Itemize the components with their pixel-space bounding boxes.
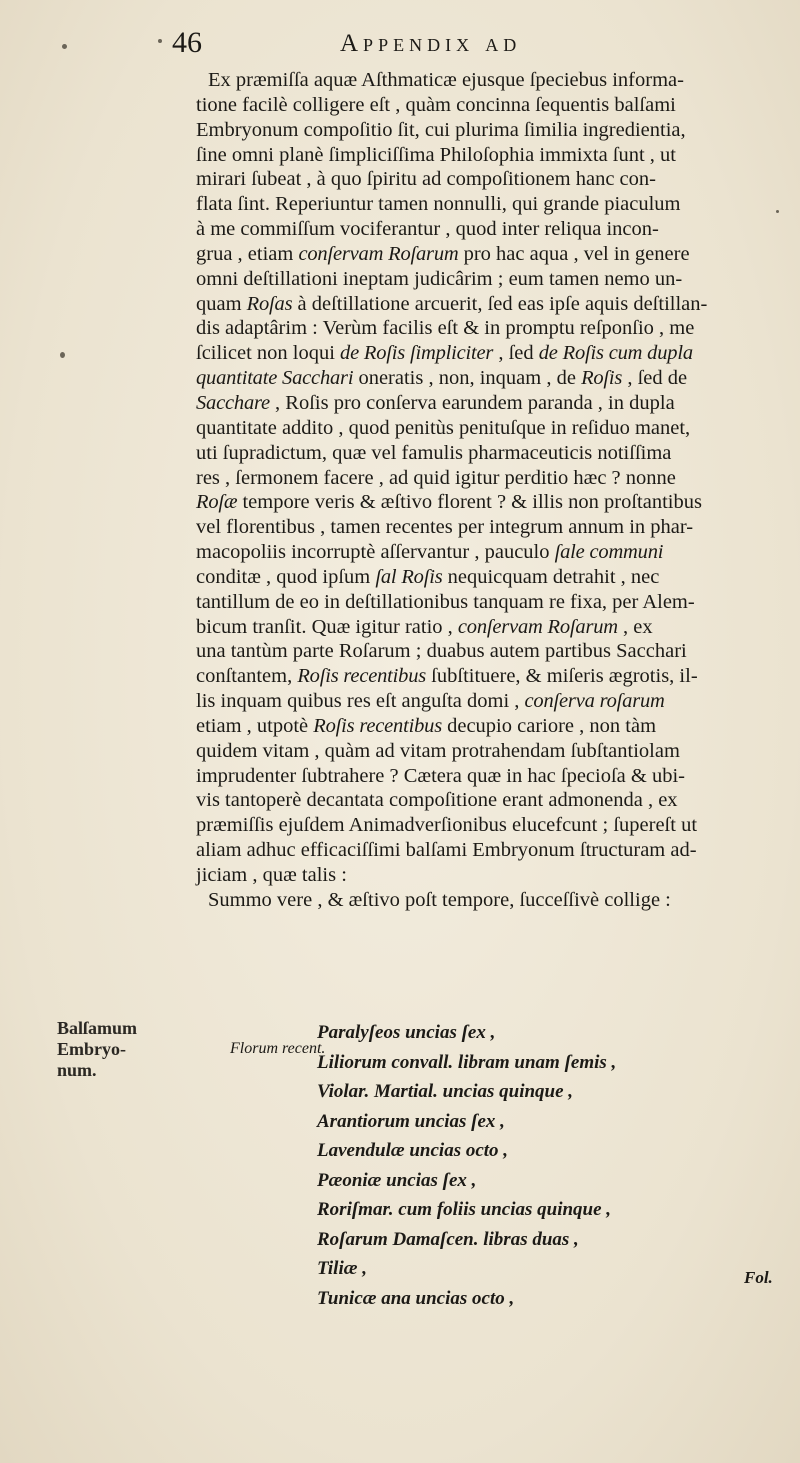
recipe-item: Pæoniæ uncias ſex ,: [317, 1169, 477, 1191]
margin-note-line: num.: [57, 1060, 97, 1080]
recipe-item: Violar. Martial. uncias quinque ,: [317, 1081, 574, 1102]
catchword: Fol.: [744, 1268, 773, 1287]
margin-note: [57, 1018, 157, 1081]
text-line: bicum tranſit. Quæ igitur ratio , conſervam Roſarum , ex: [196, 615, 653, 638]
text-line: præmiſſis ejuſdem Animadverſionibus elucefcunt ; ſupereſt ut: [196, 814, 698, 837]
text-line: res , ſermonem facere , ad quid igitur perditio hæc ? nonne: [196, 466, 676, 489]
text-line: mirari ſubeat , à quo ſpiritu ad compoſitionem hanc con-: [196, 168, 656, 191]
recipe-item: Liliorum convall. libram unam ſemis ,: [317, 1051, 617, 1073]
recipe-item: Tiliæ ,: [317, 1258, 367, 1279]
text-line: imprudenter ſubtrahere ? Cætera quæ in hac ſpecioſa & ubi-: [196, 764, 685, 787]
recipe-item: Tunicæ ana uncias octo ,: [317, 1287, 515, 1309]
margin-note-line: Embryo-: [57, 1039, 126, 1059]
recipe-intro: Florum recent.: [230, 1040, 326, 1057]
ink-speck: [60, 352, 65, 358]
text-line: una tantùm parte Roſarum ; duabus autem partibus Sacchari: [196, 640, 687, 663]
recipe-list: [317, 1018, 616, 1313]
text-line: grua , etiam conſervam Roſarum pro hac aqua , vel in genere: [196, 242, 690, 265]
text-line: lis inquam quibus res eſt anguſta domi , conſerva roſarum: [196, 690, 665, 713]
margin-note-line: Balſamum: [57, 1018, 138, 1038]
recipe-item: Lavendulæ uncias octo ,: [317, 1140, 509, 1161]
text-line: etiam , utpotè Roſis recentibus decupio cariore , non tàm: [196, 714, 657, 737]
ink-speck: [158, 39, 162, 43]
text-line: conſtantem, Roſis recentibus ſubſtituere, & miſeris ægrotis, il-: [196, 665, 698, 688]
text-line: macopoliis incorruptè aſſervantur , pauculo ſale communi: [196, 541, 664, 564]
text-line: flata ſint. Reperiuntur tamen nonnulli, qui grande piaculum: [196, 193, 681, 216]
recipe-item: Paralyſeos uncias ſex ,: [317, 1022, 496, 1043]
recipe-item: Roſarum Damaſcen. libras duas ,: [317, 1228, 579, 1250]
page-header: [172, 26, 732, 66]
text-line: Embryonum compoſitio ſit, cui plurima ſimilia ingredientia,: [196, 118, 686, 141]
text-line: aliam adhuc efficaciſſimi balſami Embryonum ſtructuram ad-: [196, 839, 697, 862]
text-line: dis adaptârim : Verùm facilis eſt & in promptu reſponſio , me: [196, 317, 695, 340]
ink-speck: [62, 44, 67, 49]
text-line: à me commiſſum vociferantur , quod inter reliqua incon-: [196, 218, 659, 241]
text-line: quam Roſas à deſtillatione arcuerit, ſed eas ipſe aquis deſtillan-: [196, 292, 708, 315]
text-line: ſine omni planè ſimpliciſſima Philoſophia immixta ſunt , ut: [196, 143, 676, 166]
text-line: tione facilè colligere eſt , quàm concinna ſequentis balſami: [196, 93, 676, 116]
text-line: Ex præmiſſa aquæ Aſthmaticæ ejusque ſpeciebus informa-: [208, 69, 684, 91]
running-title: Appendix ad: [340, 30, 522, 57]
page-number: 46: [172, 26, 202, 59]
recipe-item: Arantiorum uncias ſex ,: [317, 1110, 505, 1132]
text-line: Summo vere , & æſtivo poſt tempore, ſucceſſivè collige :: [208, 888, 671, 911]
recipe-item: Roriſmar. cum foliis uncias quinque ,: [317, 1199, 612, 1220]
text-line: vel florentibus , tamen recentes per integrum annum in phar-: [196, 516, 694, 539]
text-line: jiciam , quæ talis :: [196, 864, 347, 886]
text-line: omni deſtillationi ineptam judicârim ; eum tamen nemo un-: [196, 267, 683, 290]
text-line: uti ſupradictum, quæ vel famulis pharmaceuticis notiſſima: [196, 441, 672, 464]
main-paragraph: [196, 68, 770, 913]
text-line: quantitate addito , quod penitùs penituſque in reſiduo manet,: [196, 416, 691, 439]
text-line: quantitate Sacchari oneratis , non, inquam , de Roſis , ſed de: [196, 367, 688, 390]
text-line: tantillum de eo in deſtillationibus tanquam re fixa, per Alem-: [196, 590, 695, 613]
text-line: Roſæ tempore veris & æſtivo florent ? & illis non proſtantibus: [196, 491, 702, 514]
text-line: Sacchare , Roſis pro conſerva earundem paranda , in dupla: [196, 391, 675, 414]
text-line: ſcilicet non loqui de Roſis ſimpliciter , ſed de Roſis cum dupla: [196, 342, 693, 365]
text-line: quidem vitam , quàm ad vitam protrahendam ſubſtantiolam: [196, 739, 680, 762]
ink-speck: [776, 210, 779, 213]
text-line: conditæ , quod ipſum ſal Roſis nequicquam detrahit , nec: [196, 565, 660, 588]
text-line: vis tantoperè decantata compoſitione erant admonenda , ex: [196, 789, 678, 812]
